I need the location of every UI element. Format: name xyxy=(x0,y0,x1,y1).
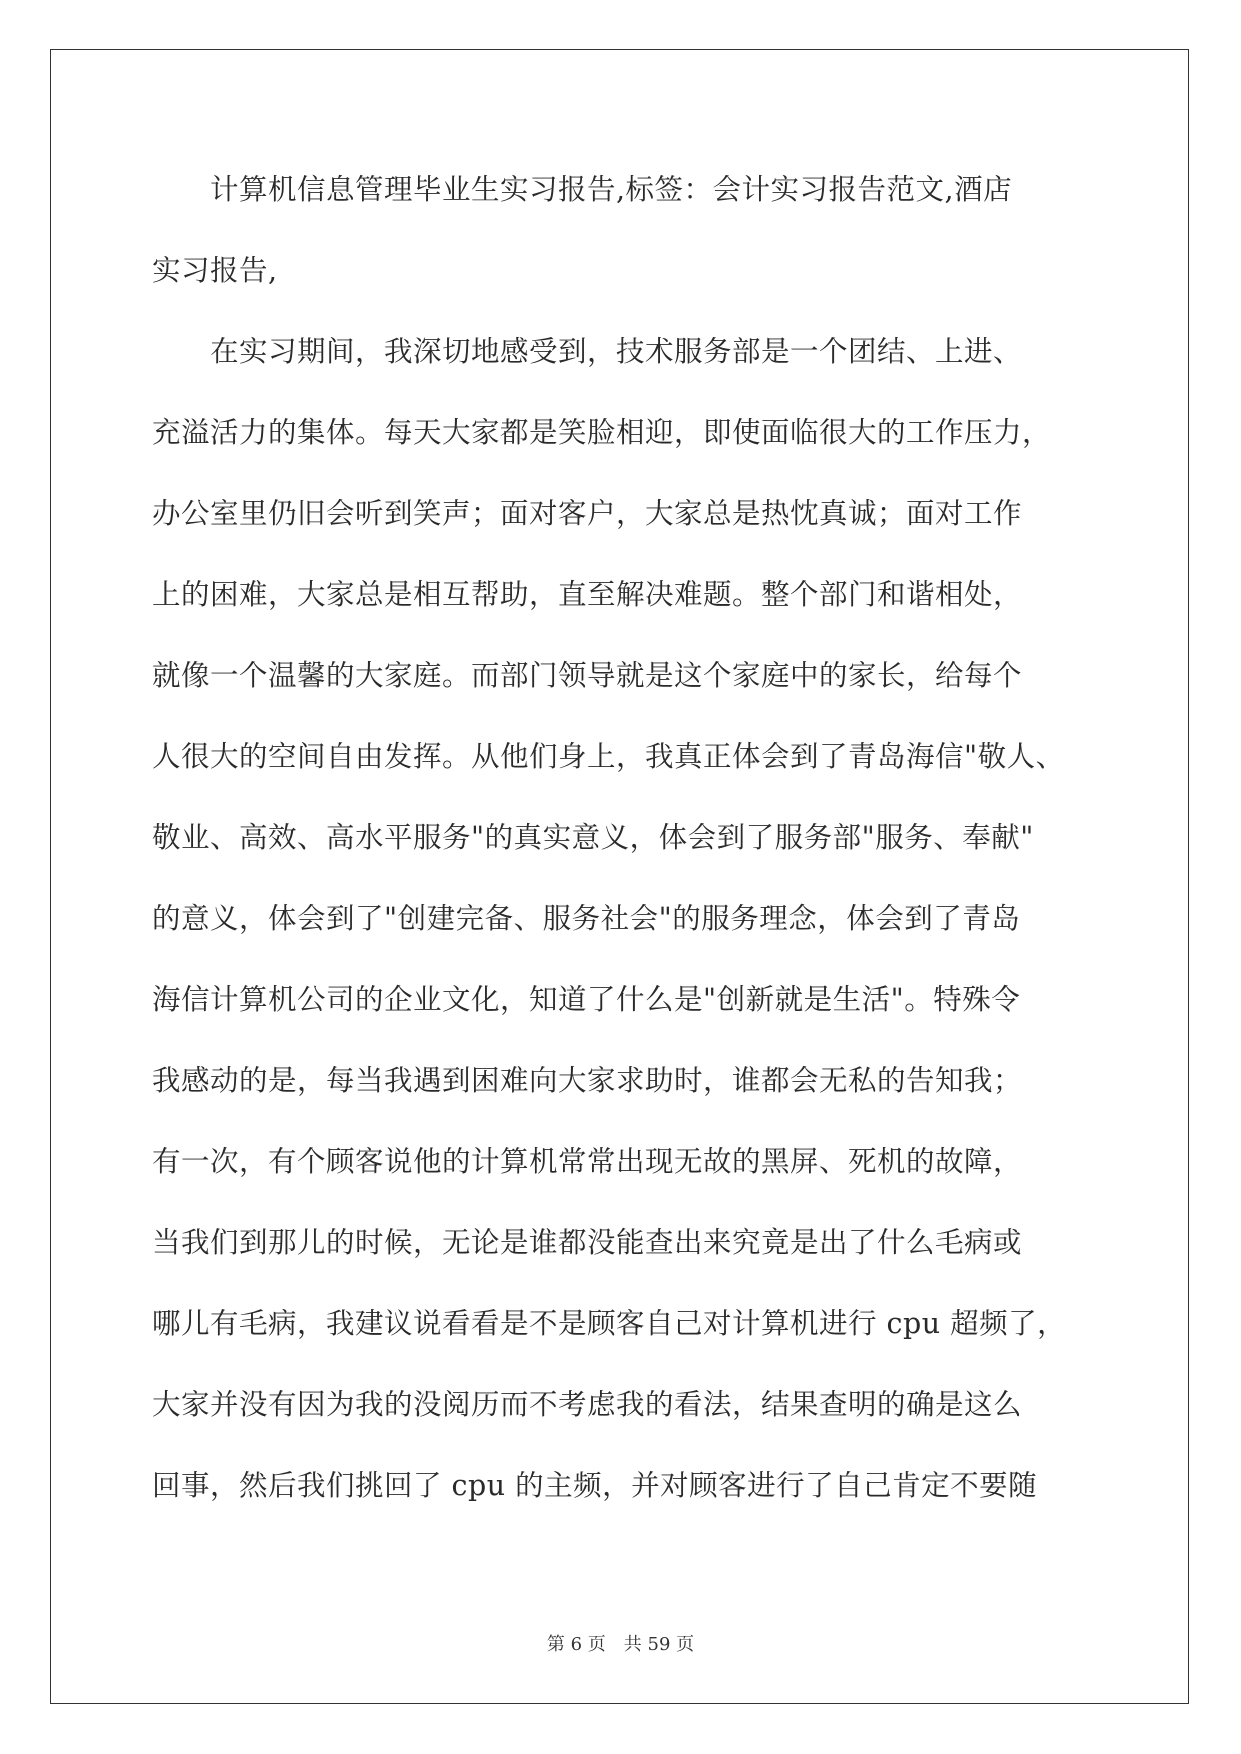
text-line: 哪儿有毛病，我建议说看看是不是顾客自己对计算机进行 cpu 超频了， xyxy=(152,1307,1067,1340)
text-line: 敬业、高效、高水平服务"的真实意义，体会到了服务部"服务、奉献" xyxy=(152,821,1034,854)
text-line: 的意义，体会到了"创建完备、服务社会"的服务理念，体会到了青岛 xyxy=(152,902,1021,935)
document-body xyxy=(152,160,1112,1537)
paragraph-1 xyxy=(152,160,1112,322)
text-line: 海信计算机公司的企业文化，知道了什么是"创新就是生活"。特殊令 xyxy=(152,983,1021,1016)
paragraph-2 xyxy=(152,322,1112,1537)
text-line: 人很大的空间自由发挥。从他们身上，我真正体会到了青岛海信"敬人、 xyxy=(152,740,1065,773)
text-line: 办公室里仍旧会听到笑声；面对客户，大家总是热忱真诚；面对工作 xyxy=(152,497,1023,530)
text-line: 有一次，有个顾客说他的计算机常常出现无故的黑屏、死机的故障， xyxy=(152,1145,1023,1178)
text-line: 实习报告, xyxy=(152,254,278,287)
text-line: 回事，然后我们挑回了 cpu 的主频，并对顾客进行了自己肯定不要随 xyxy=(152,1469,1038,1502)
text-line: 计算机信息管理毕业生实习报告,标签：会计实习报告范文,酒店 xyxy=(152,173,1013,206)
text-line: 在实习期间，我深切地感受到，技术服务部是一个团结、上进、 xyxy=(152,335,1023,368)
page-number-footer: 第 6 页 共 59 页 xyxy=(546,1634,695,1655)
text-line: 充溢活力的集体。每天大家都是笑脸相迎，即使面临很大的工作压力， xyxy=(152,416,1052,449)
text-line: 就像一个温馨的大家庭。而部门领导就是这个家庭中的家长，给每个 xyxy=(152,659,1023,692)
text-line: 上的困难，大家总是相互帮助，直至解决难题。整个部门和谐相处， xyxy=(152,578,1023,611)
text-line: 我感动的是，每当我遇到困难向大家求助时，谁都会无私的告知我； xyxy=(152,1064,1023,1097)
text-line: 大家并没有因为我的没阅历而不考虑我的看法，结果查明的确是这么 xyxy=(152,1388,1023,1421)
text-line: 当我们到那儿的时候，无论是谁都没能查出来究竟是出了什么毛病或 xyxy=(152,1226,1023,1259)
